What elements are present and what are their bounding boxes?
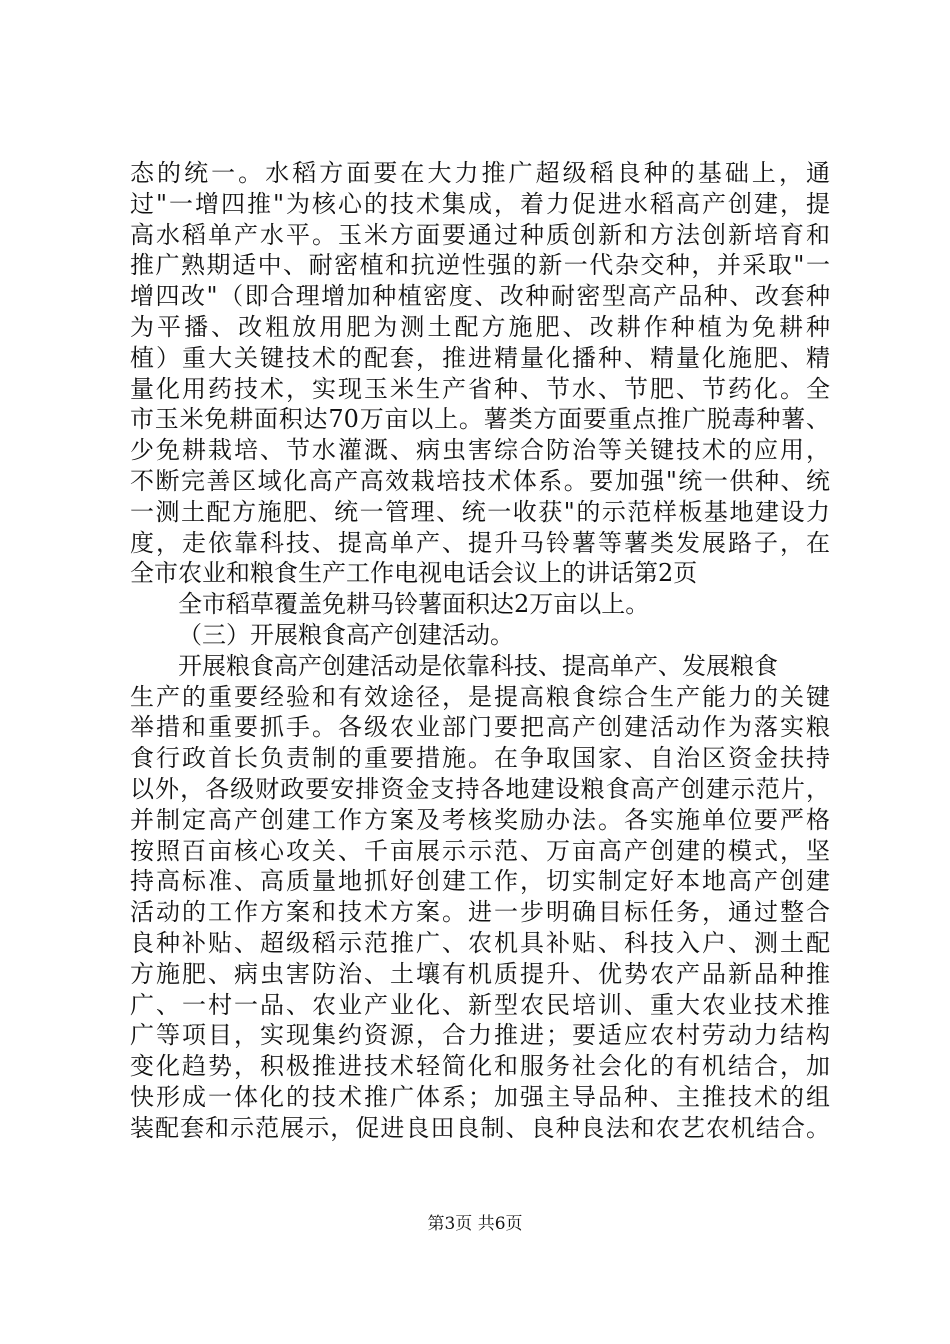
text-line: 全市农业和粮食生产工作电视电话会议上的讲话第2页 bbox=[130, 559, 698, 588]
text-line: 为平播、改粗放用肥为测土配方施肥、改耕作种植为免耕种 bbox=[130, 312, 830, 341]
text-line: 过"一增四推"为核心的技术集成，着力促进水稻高产创建，提 bbox=[130, 189, 830, 218]
text-line: 不断完善区域化高产高效栽培技术体系。要加强"统一供种、统 bbox=[130, 466, 830, 495]
text-line: 度，走依靠科技、提高单产、提升马铃薯等薯类发展路子，在 bbox=[130, 528, 830, 557]
text-line: 快形成一体化的技术推广体系；加强主导品种、主推技术的组 bbox=[130, 1082, 830, 1111]
text-line: 市玉米免耕面积达70万亩以上。薯类方面要重点推广脱毒种薯、 bbox=[130, 405, 830, 434]
text-line: 少免耕栽培、节水灌溉、病虫害综合防治等关键技术的应用， bbox=[130, 436, 830, 465]
text-line: 持高标准、高质量地抓好创建工作，切实制定好本地高产创建 bbox=[130, 867, 830, 896]
text-line: （三）开展粮食高产创建活动。 bbox=[178, 620, 514, 649]
text-line: 一测土配方施肥、统一管理、统一收获"的示范样板基地建设力 bbox=[130, 497, 830, 526]
text-line: 举措和重要抓手。各级农业部门要把高产创建活动作为落实粮 bbox=[130, 713, 830, 742]
text-line: 增四改"（即合理增加种植密度、改种耐密型高产品种、改套种 bbox=[130, 282, 830, 311]
page-footer bbox=[0, 1212, 950, 1236]
text-line: 高水稻单产水平。玉米方面要通过种质创新和方法创新培育和 bbox=[130, 220, 830, 249]
text-line: 推广熟期适中、耐密植和抗逆性强的新一代杂交种，并采取"一 bbox=[130, 251, 830, 280]
text-line: 变化趋势，积极推进技术轻简化和服务社会化的有机结合，加 bbox=[130, 1052, 830, 1081]
text-line: 量化用药技术，实现玉米生产省种、节水、节肥、节药化。全 bbox=[130, 374, 830, 403]
page-indicator: 第3页 共6页 bbox=[427, 1214, 523, 1234]
document-body bbox=[130, 158, 830, 1144]
text-line: 广、一村一品、农业产业化、新型农民培训、重大农业技术推 bbox=[130, 990, 830, 1019]
text-line: 按照百亩核心攻关、千亩展示示范、万亩高产创建的模式，坚 bbox=[130, 836, 830, 865]
text-line: 活动的工作方案和技术方案。进一步明确目标任务，通过整合 bbox=[130, 898, 830, 927]
text-line: 以外，各级财政要安排资金支持各地建设粮食高产创建示范片， bbox=[130, 774, 830, 803]
text-line: 装配套和示范展示，促进良田良制、良种良法和农艺农机结合。 bbox=[130, 1113, 830, 1142]
text-line: 食行政首长负责制的重要措施。在争取国家、自治区资金扶持 bbox=[130, 744, 830, 773]
text-line: 广等项目，实现集约资源，合力推进；要适应农村劳动力结构 bbox=[130, 1021, 830, 1050]
text-line: 生产的重要经验和有效途径，是提高粮食综合生产能力的关键 bbox=[130, 682, 830, 711]
text-line: 并制定高产创建工作方案及考核奖励办法。各实施单位要严格 bbox=[130, 805, 830, 834]
text-line: 全市稻草覆盖免耕马铃薯面积达2万亩以上。 bbox=[178, 590, 650, 619]
text-line: 方施肥、病虫害防治、土壤有机质提升、优势农产品新品种推 bbox=[130, 959, 830, 988]
text-line: 良种补贴、超级稻示范推广、农机具补贴、科技入户、测土配 bbox=[130, 928, 830, 957]
text-line: 开展粮食高产创建活动是依靠科技、提高单产、发展粮食 bbox=[178, 651, 778, 680]
text-line: 植）重大关键技术的配套，推进精量化播种、精量化施肥、精 bbox=[130, 343, 830, 372]
text-line: 态的统一。水稻方面要在大力推广超级稻良种的基础上，通 bbox=[130, 159, 830, 187]
